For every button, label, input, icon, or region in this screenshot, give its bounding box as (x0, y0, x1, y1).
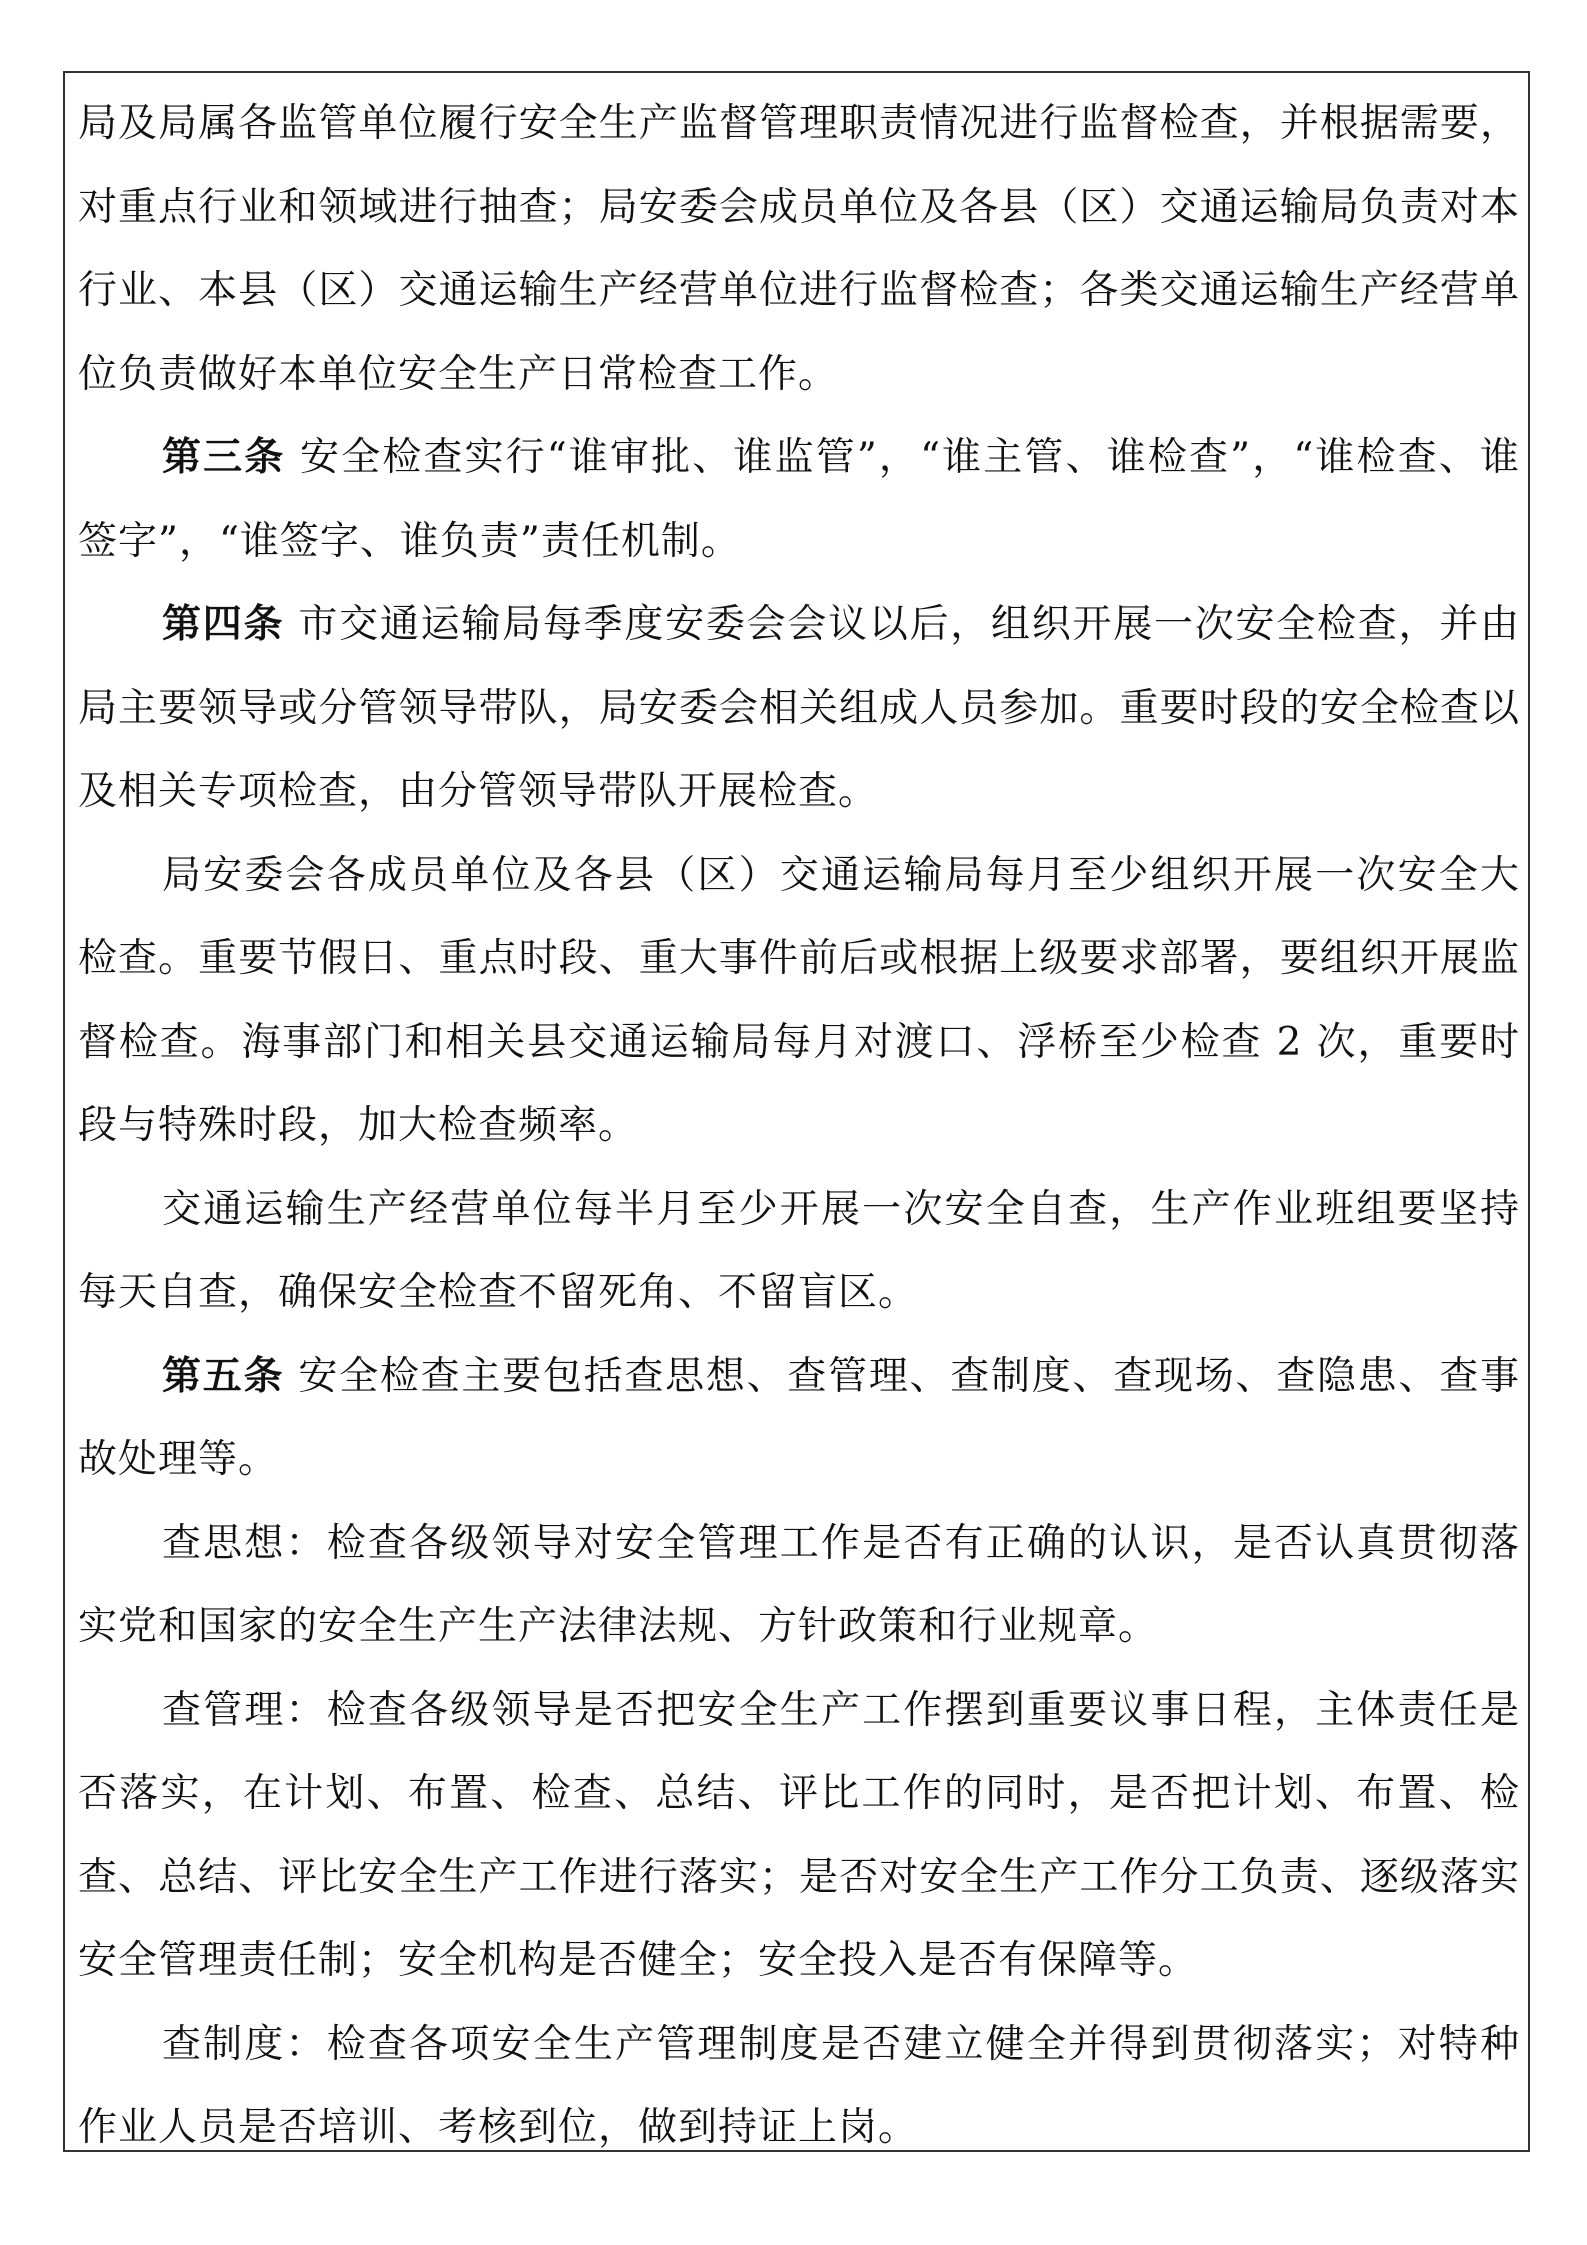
paragraph-text: 安全检查主要包括查思想、查管理、查制度、查现场、查隐患、查事故处理等。 (78, 1353, 1520, 1482)
paragraph-article-3 (78, 416, 1520, 583)
paragraph-4 (78, 834, 1520, 1168)
paragraph-1 (78, 82, 1520, 416)
article-label: 第三条 (162, 434, 286, 480)
article-label: 第五条 (162, 1352, 285, 1399)
paragraph-text: 安全检查实行“谁审批、谁监管”，“谁主管、谁检查”，“谁检查、谁签字”，“谁签字、谁负责”责任机制。 (78, 435, 1520, 564)
paragraph-check-thinking (78, 1502, 1520, 1669)
paragraph-text: 交通运输生产经营单位每半月至少开展一次安全自查，生产作业班组要坚持每天自查，确保安全检查不留死角、不留盲区。 (78, 1186, 1520, 1315)
paragraph-text: 查制度：检查各项安全生产管理制度是否建立健全并得到贯彻落实；对特种作业人员是否培训、考核到位，做到持证上岗。 (78, 2021, 1520, 2150)
paragraph-text: 局及局属各监管单位履行安全生产监督管理职责情况进行监督检查，并根据需要，对重点行业和领域进行抽查；局安委会成员单位及各县（区）交通运输局负责对本行业、本县（区）交通运输生产经营单位进行监督检查；各类交通运输生产经营单位负责做好本单位安全生产日常检查工作。 (78, 101, 1520, 397)
paragraph-text: 市交通运输局每季度安委会会议以后，组织开展一次安全检查，并由局主要领导或分管领导带队，局安委会相关组成人员参加。重要时段的安全检查以及相关专项检查，由分管领导带队开展检查。 (78, 602, 1520, 814)
paragraph-article-4 (78, 583, 1520, 834)
paragraph-text: 查思想：检查各级领导对安全管理工作是否有正确的认识，是否认真贯彻落实党和国家的安全生产生产法律法规、方针政策和行业规章。 (78, 1520, 1520, 1649)
article-label: 第四条 (162, 601, 285, 647)
paragraph-check-system (78, 2003, 1520, 2170)
document-body (78, 82, 1520, 2170)
paragraph-text: 局安委会各成员单位及各县（区）交通运输局每月至少组织开展一次安全大检查。重要节假日、重点时段、重大事件前后或根据上级要求部署，要组织开展监督检查。海事部门和相关县交通运输局每月对渡口、浮桥至少检查 2 次，重要时段与特殊时段，加大检查频率。 (78, 852, 1520, 1148)
paragraph-5 (78, 1168, 1520, 1335)
paragraph-check-management (78, 1669, 1520, 2003)
paragraph-text: 查管理：检查各级领导是否把安全生产工作摆到重要议事日程，主体责任是否落实，在计划、布置、检查、总结、评比工作的同时，是否把计划、布置、检查、总结、评比安全生产工作进行落实；是否对安全生产工作分工负责、逐级落实安全管理责任制；安全机构是否健全；安全投入是否有保障等。 (78, 1687, 1520, 1983)
paragraph-article-5 (78, 1335, 1520, 1502)
